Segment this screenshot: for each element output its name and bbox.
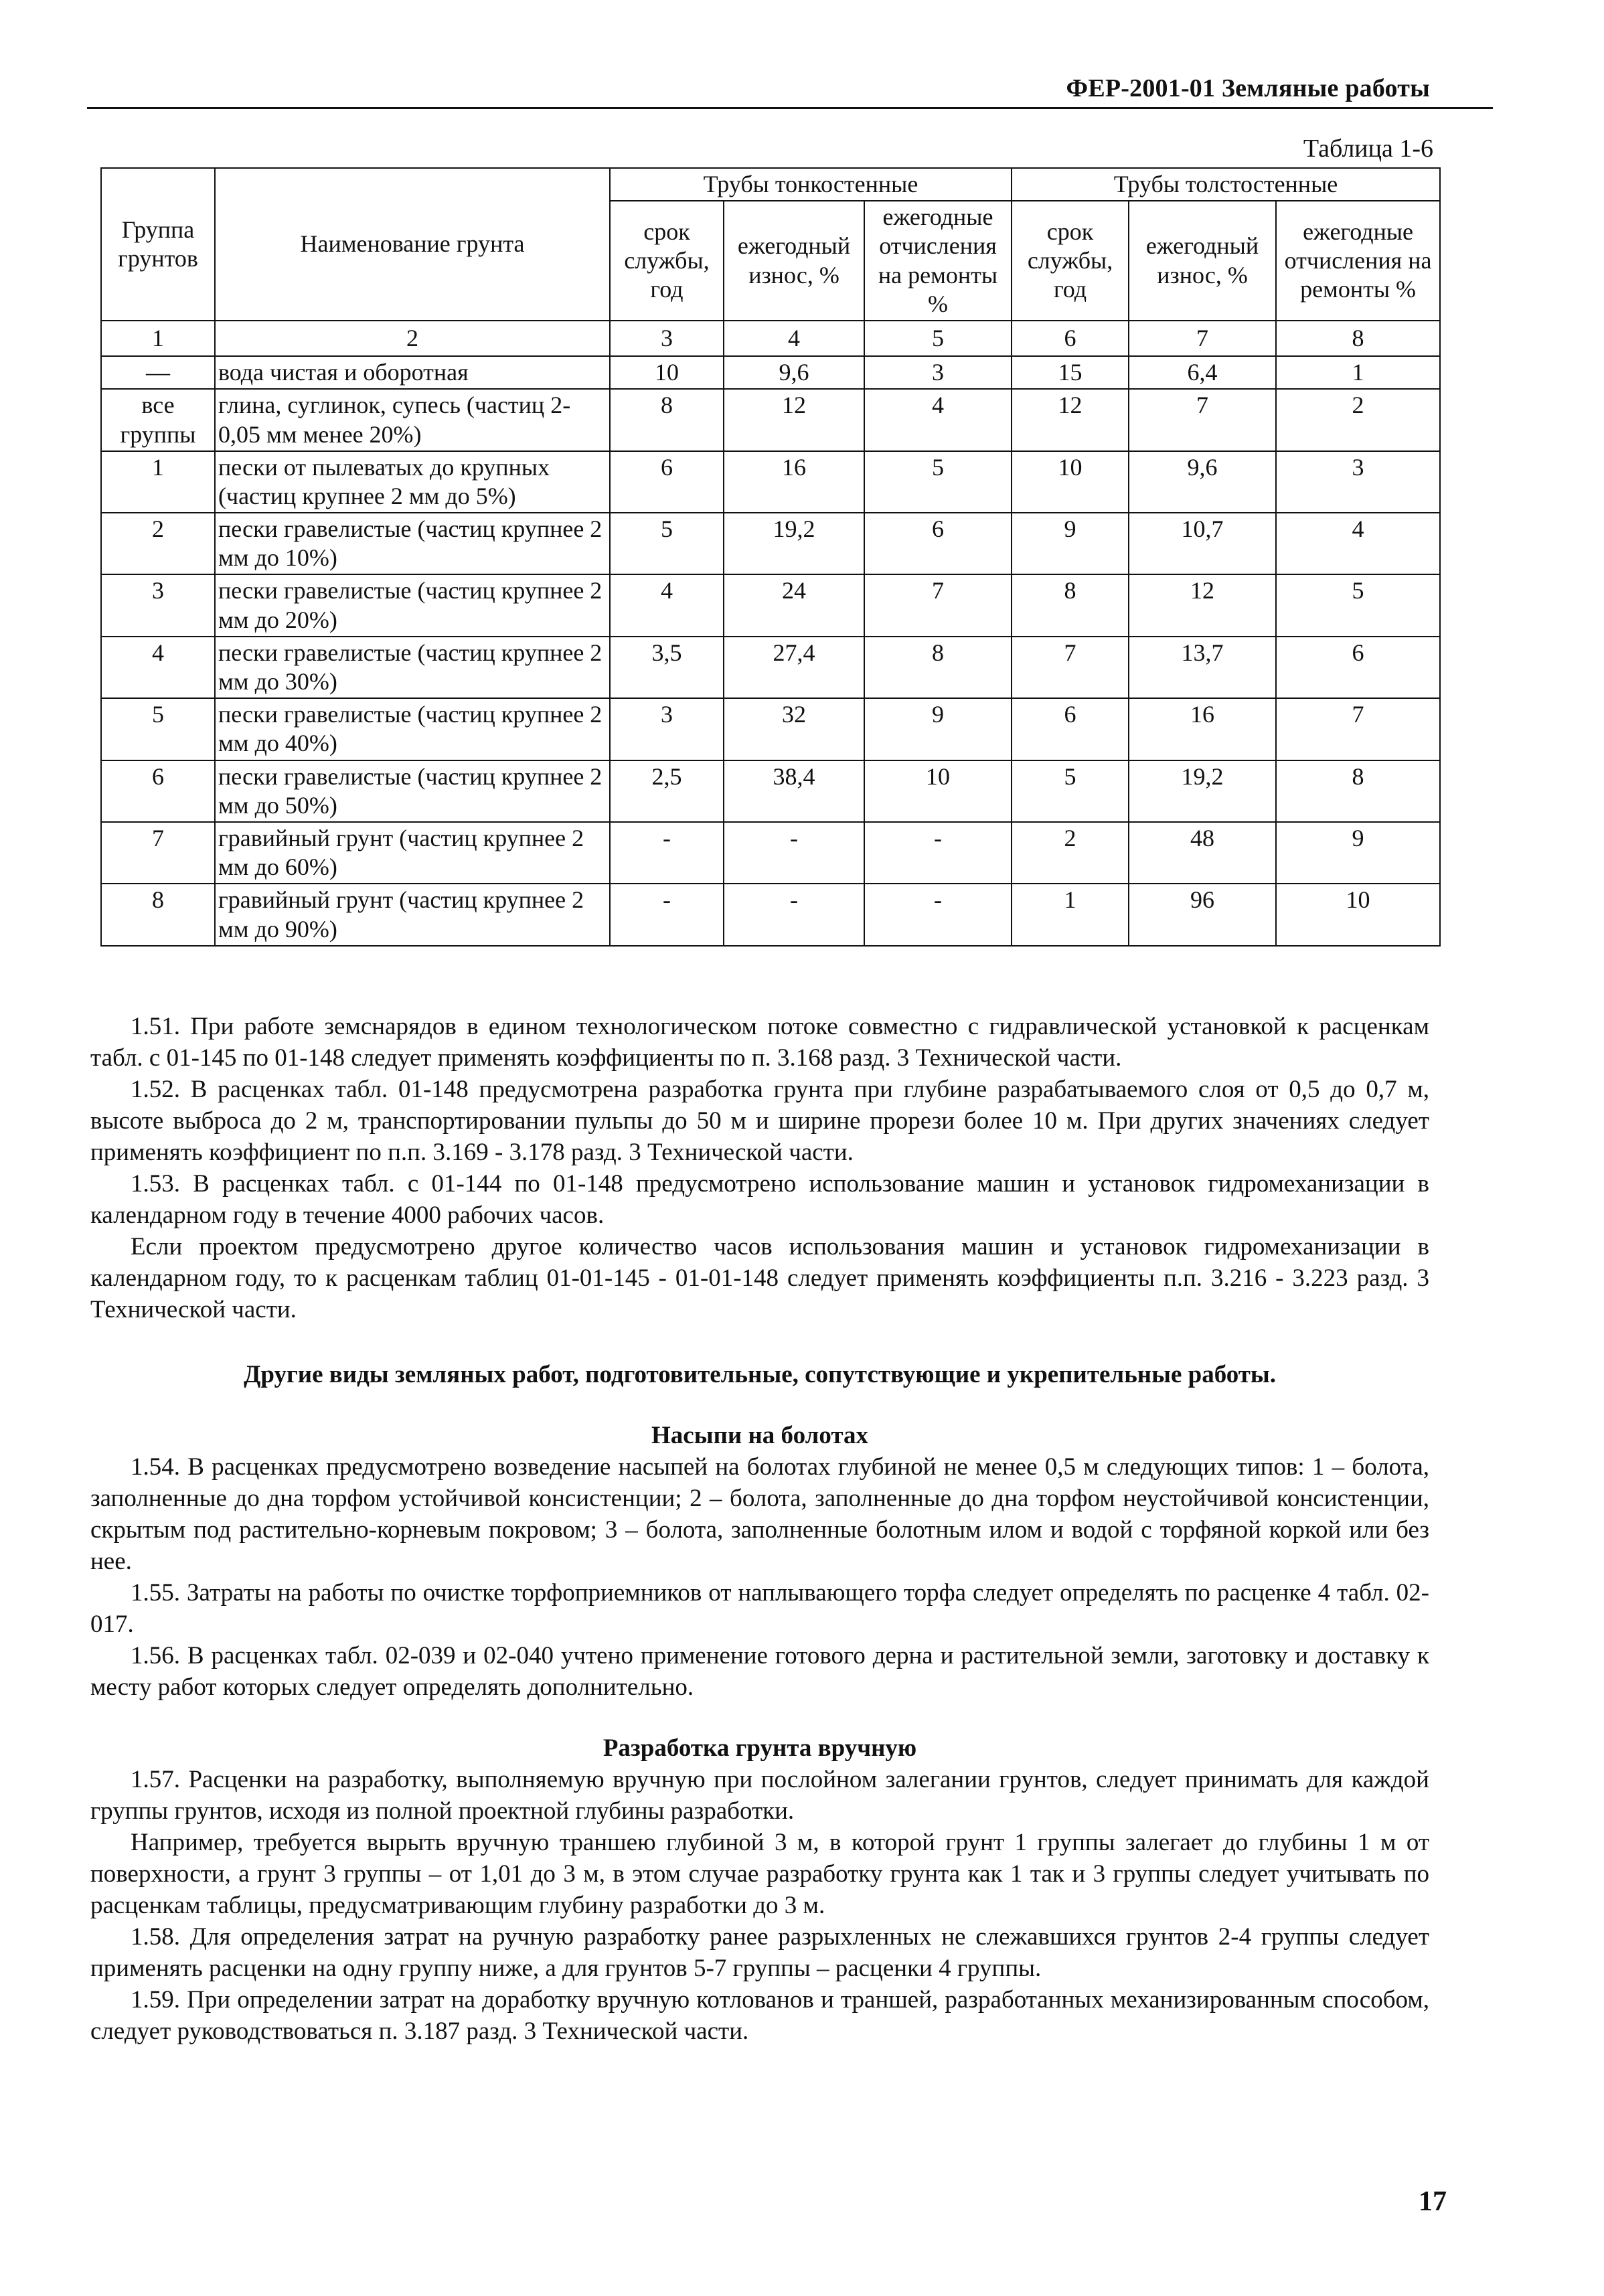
value-cell: 6 — [1012, 698, 1129, 760]
column-number: 3 — [610, 321, 724, 356]
paragraph-1-55: 1.55. Затраты на работы по очистке торфоприемников от наплывающего торфа следует определять по расценке 4 табл. 02-017. — [90, 1579, 1429, 1638]
value-cell: 8 — [864, 637, 1012, 698]
thin-repair-header: ежегодные отчисления на ремонты % — [864, 201, 1012, 321]
value-cell: 3 — [610, 698, 724, 760]
value-cell: 13,7 — [1129, 637, 1276, 698]
value-cell: 9 — [1012, 513, 1129, 574]
value-cell: 5 — [610, 513, 724, 574]
paragraph-1-57-example: Например, требуется вырыть вручную траншею глубиной 3 м, в которой грунт 1 группы залегает до глубины 1 м от поверхности, а грунт 3 группы – от 1,01 до 3 м, в этом случае разработку грунта как 1 так и 3 группы следует учитывать по расценкам таблицы, предусматривающим глубину разработки до 3 м. — [90, 1829, 1429, 1919]
group-cell: 3 — [101, 574, 215, 636]
value-cell: 6 — [610, 451, 724, 513]
column-number: 6 — [1012, 321, 1129, 356]
thin-wear-header: ежегодный износ, % — [724, 201, 864, 321]
value-cell: 7 — [864, 574, 1012, 636]
value-cell: 9,6 — [724, 356, 864, 389]
table-row — [101, 513, 1440, 574]
value-cell: 38,4 — [724, 760, 864, 822]
table-caption: Таблица 1-6 — [1303, 135, 1433, 163]
soil-name-cell: пески гравелистые (частиц крупнее 2 мм до 30%) — [215, 637, 610, 698]
table-row — [101, 574, 1440, 636]
value-cell: 9 — [1276, 822, 1440, 884]
group-cell: 2 — [101, 513, 215, 574]
value-cell: 10,7 — [1129, 513, 1276, 574]
thick-wear-header: ежегодный износ, % — [1129, 201, 1276, 321]
column-number: 2 — [215, 321, 610, 356]
value-cell: 7 — [1012, 637, 1129, 698]
paragraph-1-53: 1.53. В расценках табл. с 01-144 по 01-148 предусмотрено использование машин и установок гидромеханизации в календарном году в течение 4000 рабочих часов. — [90, 1170, 1429, 1229]
subsection-heading-bogs: Насыпи на болотах — [651, 1422, 868, 1449]
value-cell: 7 — [1129, 389, 1276, 450]
body-text — [90, 1011, 1429, 2047]
thick-repair-header: ежегодные отчисления на ремонты % — [1276, 201, 1440, 321]
thin-service-life-header: срок службы, год — [610, 201, 724, 321]
value-cell: 27,4 — [724, 637, 864, 698]
paragraph-1-51: 1.51. При работе земснарядов в едином технологическом потоке совместно с гидравлической установкой к расценкам табл. с 01-145 по 01-148 следует применять коэффициенты по п. 3.168 разд. 3 Технической части. — [90, 1013, 1429, 1072]
value-cell: 48 — [1129, 822, 1276, 884]
table-row — [101, 822, 1440, 884]
col-name-header: Наименование грунта — [215, 168, 610, 321]
soil-name-cell: пески гравелистые (частиц крупнее 2 мм до 20%) — [215, 574, 610, 636]
value-cell: 10 — [1276, 884, 1440, 945]
value-cell: 5 — [1012, 760, 1129, 822]
value-cell: 5 — [864, 451, 1012, 513]
value-cell: 19,2 — [724, 513, 864, 574]
value-cell: 4 — [610, 574, 724, 636]
value-cell: 19,2 — [1129, 760, 1276, 822]
soil-name-cell: глина, суглинок, супесь (частиц 2-0,05 мм менее 20%) — [215, 389, 610, 450]
section-heading-other-works: Другие виды земляных работ, подготовительные, сопутствующие и укрепительные работы. — [243, 1361, 1277, 1388]
table-row — [101, 389, 1440, 450]
value-cell: 8 — [1276, 760, 1440, 822]
value-cell: 2 — [1276, 389, 1440, 450]
value-cell: 2,5 — [610, 760, 724, 822]
group-cell: 6 — [101, 760, 215, 822]
value-cell: 3 — [864, 356, 1012, 389]
column-number: 7 — [1129, 321, 1276, 356]
paragraph-1-59: 1.59. При определении затрат на доработку вручную котлованов и траншей, разработанных механизированным способом, следует руководствоваться п. 3.187 разд. 3 Технической части. — [90, 1986, 1429, 2045]
group-cell: 7 — [101, 822, 215, 884]
group-cell: 5 — [101, 698, 215, 760]
value-cell: 32 — [724, 698, 864, 760]
value-cell: 2 — [1012, 822, 1129, 884]
value-cell: - — [724, 884, 864, 945]
value-cell: 1 — [1012, 884, 1129, 945]
value-cell: - — [864, 884, 1012, 945]
column-number: 5 — [864, 321, 1012, 356]
soil-name-cell: вода чистая и оборотная — [215, 356, 610, 389]
value-cell: 5 — [1276, 574, 1440, 636]
table-row — [101, 698, 1440, 760]
table-row — [101, 760, 1440, 822]
value-cell: - — [864, 822, 1012, 884]
thick-walled-header: Трубы толстостенные — [1012, 168, 1440, 201]
value-cell: 96 — [1129, 884, 1276, 945]
value-cell: 4 — [864, 389, 1012, 450]
value-cell: 6,4 — [1129, 356, 1276, 389]
table-row — [101, 356, 1440, 389]
table-row — [101, 451, 1440, 513]
paragraph-1-58: 1.58. Для определения затрат на ручную разработку ранее разрыхленных не слежавшихся грунтов 2-4 группы следует применять расценки на одну группу ниже, а для грунтов 5-7 группы – расценки 4 группы. — [90, 1923, 1429, 1982]
value-cell: 12 — [1012, 389, 1129, 450]
paragraph-1-52: 1.52. В расценках табл. 01-148 предусмотрена разработка грунта при глубине разрабатываемого слоя от 0,5 до 0,7 м, высоте выброса до 2 м, транспортировании пульпы до 50 м и ширине прорези более 10 м. При других значениях следует применять коэффициент по п.п. 3.169 - 3.178 разд. 3 Технической части. — [90, 1076, 1429, 1166]
paragraph-1-54: 1.54. В расценках предусмотрено возведение насыпей на болотах глубиной не менее 0,5 м следующих типов: 1 – болота, заполненные до дна торфом устойчивой консистенции; 2 – болота, заполненные до дна торфом неустойчивой консистенции, скрытым под растительно-корневым покровом; 3 – болота, заполненные болотным илом и водой с торфяной коркой или без нее. — [90, 1453, 1429, 1575]
value-cell: 9 — [864, 698, 1012, 760]
page-number: 17 — [1419, 2186, 1447, 2217]
value-cell: 8 — [1012, 574, 1129, 636]
value-cell: 3 — [1276, 451, 1440, 513]
value-cell: 3,5 — [610, 637, 724, 698]
value-cell: 12 — [1129, 574, 1276, 636]
column-number: 1 — [101, 321, 215, 356]
soil-table — [100, 167, 1441, 947]
value-cell: 15 — [1012, 356, 1129, 389]
value-cell: 1 — [1276, 356, 1440, 389]
value-cell: 7 — [1276, 698, 1440, 760]
value-cell: - — [724, 822, 864, 884]
paragraph-1-57: 1.57. Расценки на разработку, выполняемую вручную при послойном залегании грунтов, следует принимать для каждой группы грунтов, исходя из полной проектной глубины разработки. — [90, 1766, 1429, 1825]
soil-name-cell: пески гравелистые (частиц крупнее 2 мм до 50%) — [215, 760, 610, 822]
paragraph-1-53-continued: Если проектом предусмотрено другое количество часов использования машин и установок гидромеханизации в календарном году, то к расценкам таблиц 01-01-145 - 01-01-148 следует применять коэффициенты п.п. 3.216 - 3.223 разд. 3 Технической части. — [90, 1233, 1429, 1323]
column-number: 8 — [1276, 321, 1440, 356]
column-number-row — [101, 321, 1440, 356]
running-header: ФЕР-2001-01 Земляные работы — [1066, 74, 1430, 102]
value-cell: 16 — [724, 451, 864, 513]
value-cell: 10 — [610, 356, 724, 389]
col-group-header: Группа грунтов — [101, 168, 215, 321]
column-number: 4 — [724, 321, 864, 356]
soil-name-cell: пески гравелистые (частиц крупнее 2 мм до 10%) — [215, 513, 610, 574]
header-rule — [87, 107, 1493, 109]
value-cell: 6 — [1276, 637, 1440, 698]
value-cell: 12 — [724, 389, 864, 450]
thick-service-life-header: срок службы, год — [1012, 201, 1129, 321]
group-cell: 4 — [101, 637, 215, 698]
table-row — [101, 637, 1440, 698]
soil-name-cell: гравийный грунт (частиц крупнее 2 мм до 90%) — [215, 884, 610, 945]
soil-name-cell: пески гравелистые (частиц крупнее 2 мм до 40%) — [215, 698, 610, 760]
value-cell: 9,6 — [1129, 451, 1276, 513]
group-cell: все группы — [101, 389, 215, 450]
value-cell: 4 — [1276, 513, 1440, 574]
thin-walled-header: Трубы тонкостенные — [610, 168, 1012, 201]
value-cell: 16 — [1129, 698, 1276, 760]
soil-name-cell: гравийный грунт (частиц крупнее 2 мм до 60%) — [215, 822, 610, 884]
value-cell: 10 — [864, 760, 1012, 822]
value-cell: - — [610, 822, 724, 884]
value-cell: 8 — [610, 389, 724, 450]
value-cell: 6 — [864, 513, 1012, 574]
soil-name-cell: пески от пылеватых до крупных (частиц крупнее 2 мм до 5%) — [215, 451, 610, 513]
paragraph-1-56: 1.56. В расценках табл. 02-039 и 02-040 учтено применение готового дерна и растительной земли, заготовку и доставку к месту работ которых следует определять дополнительно. — [90, 1642, 1429, 1701]
table-row — [101, 884, 1440, 945]
value-cell: 10 — [1012, 451, 1129, 513]
value-cell: 24 — [724, 574, 864, 636]
value-cell: - — [610, 884, 724, 945]
subsection-heading-manual: Разработка грунта вручную — [603, 1734, 917, 1762]
group-cell: — — [101, 356, 215, 389]
group-cell: 1 — [101, 451, 215, 513]
group-cell: 8 — [101, 884, 215, 945]
